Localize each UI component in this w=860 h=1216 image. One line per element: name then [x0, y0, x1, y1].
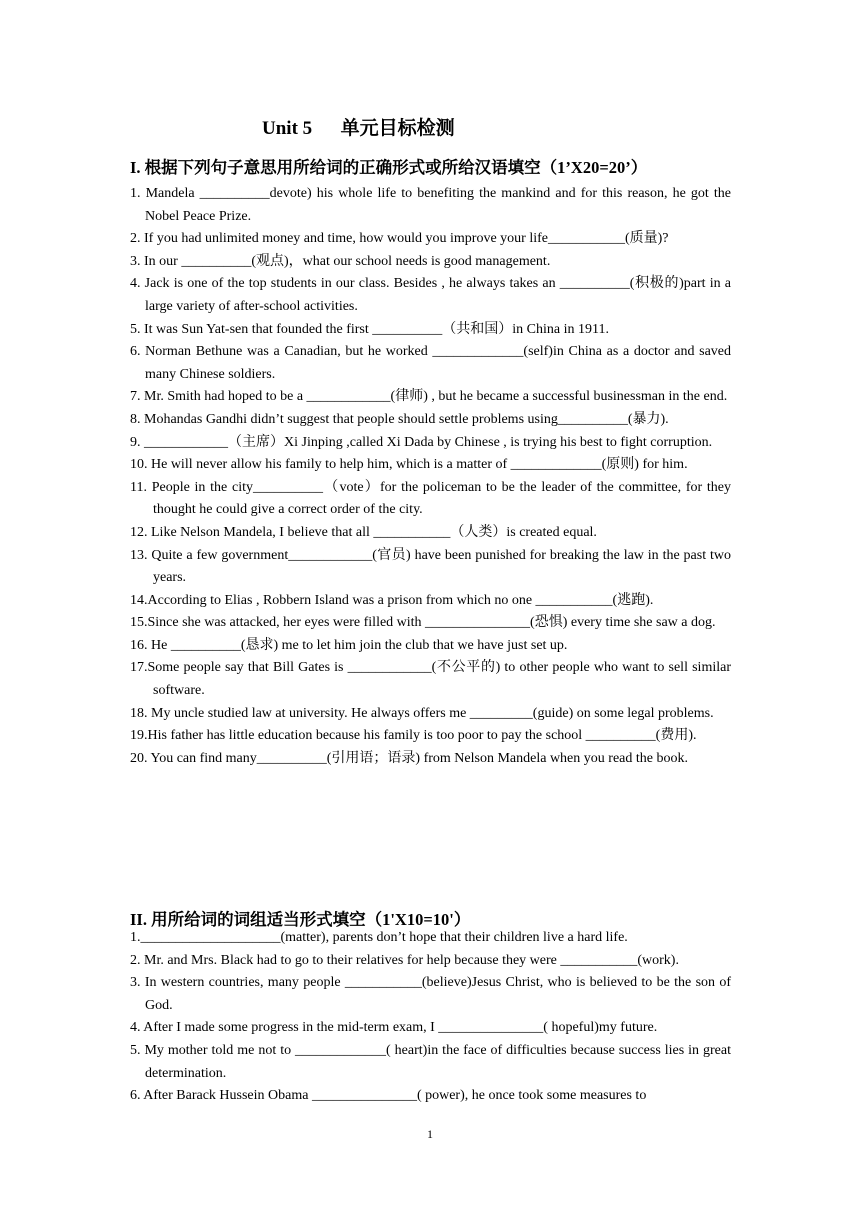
question-item: 2. If you had unlimited money and time, how would you improve your life___________(质量)? — [130, 231, 669, 247]
question-item: 1. Mandela __________devote) his whole life to benefiting the mankind and for this reason, he got the Nobel Peace Prize. — [130, 186, 731, 224]
question-item: 6. Norman Bethune was a Canadian, but he worked _____________(self)in China as a doctor and saved many Chinese soldiers. — [130, 344, 731, 382]
section-2-list — [130, 927, 731, 1108]
question-item: 20. You can find many__________(引用语；语录) from Nelson Mandela when you read the book. — [130, 750, 688, 766]
question-item: 9. ____________（主席）Xi Jinping ,called Xi Dada by Chinese , is trying his best to fight corruption. — [130, 434, 713, 450]
question-item: 14.According to Elias , Robbern Island was a prison from which no one ___________(逃跑). — [130, 592, 654, 608]
question-item: 4. After I made some progress in the mid-term exam, I _______________( hopeful)my future. — [130, 1020, 658, 1036]
question-item: 19.His father has little education because his family is too poor to pay the school __________(费用). — [130, 728, 697, 744]
question-item: 11. People in the city__________（vote）for the policeman to be the leader of the committee, for they thought he could give a correct order of the city. — [130, 479, 731, 518]
question-item: 5. It was Sun Yat-sen that founded the first __________（共和国）in China in 1911. — [130, 321, 609, 337]
question-item: 13. Quite a few government____________(官员) have been punished for breaking the law in the past two years. — [130, 547, 731, 586]
question-item: 18. My uncle studied law at university. He always offers me _________(guide) on some legal problems. — [130, 705, 714, 721]
section-1-list — [130, 183, 731, 770]
question-item: 1.____________________(matter), parents don’t hope that their children live a hard life. — [130, 930, 628, 945]
section-1-heading: I. 根据下列句子意思用所给词的正确形式或所给汉语填空（1’X20=20’） — [130, 158, 648, 177]
question-item: 4. Jack is one of the top students in our class. Besides , he always takes an __________(积极的)part in a large variety of after-school activities. — [130, 276, 731, 314]
page-number: 1 — [427, 1127, 433, 1141]
question-item: 6. After Barack Hussein Obama _______________( power), he once took some measures to — [130, 1088, 647, 1104]
question-item: 3. In western countries, many people ___________(believe)Jesus Christ, who is believed to be the son of God. — [130, 975, 731, 1013]
question-item: 5. My mother told me not to _____________( heart)in the face of difficulties because success lies in great determination. — [130, 1042, 731, 1081]
question-item: 8. Mohandas Gandhi didn’t suggest that people should settle problems using__________(暴力). — [130, 411, 669, 427]
question-item: 15.Since she was attacked, her eyes were filled with _______________(恐惧) every time she saw a dog. — [130, 615, 716, 631]
question-item: 7. Mr. Smith had hoped to be a ____________(律师) , but he became a successful businessman in the end. — [130, 389, 728, 405]
question-item: 3. In our __________(观点)，what our school needs is good management. — [130, 253, 551, 269]
section-2-heading: II. 用所给词的词组适当形式填空（1'X10=10'） — [130, 910, 471, 929]
question-item: 2. Mr. and Mrs. Black had to go to their relatives for help because they were ___________(work). — [130, 952, 679, 968]
question-item: 17.Some people say that Bill Gates is ____________(不公平的) to other people who want to sell similar software. — [130, 660, 731, 699]
question-item: 16. He __________(恳求) me to let him join the club that we have just set up. — [130, 637, 568, 653]
question-item: 10. He will never allow his family to help him, which is a matter of _____________(原则) for him. — [130, 457, 688, 473]
page-title: Unit 5 单元目标检测 — [262, 118, 455, 139]
question-item: 12. Like Nelson Mandela, I believe that all ___________（人类）is created equal. — [130, 524, 597, 540]
